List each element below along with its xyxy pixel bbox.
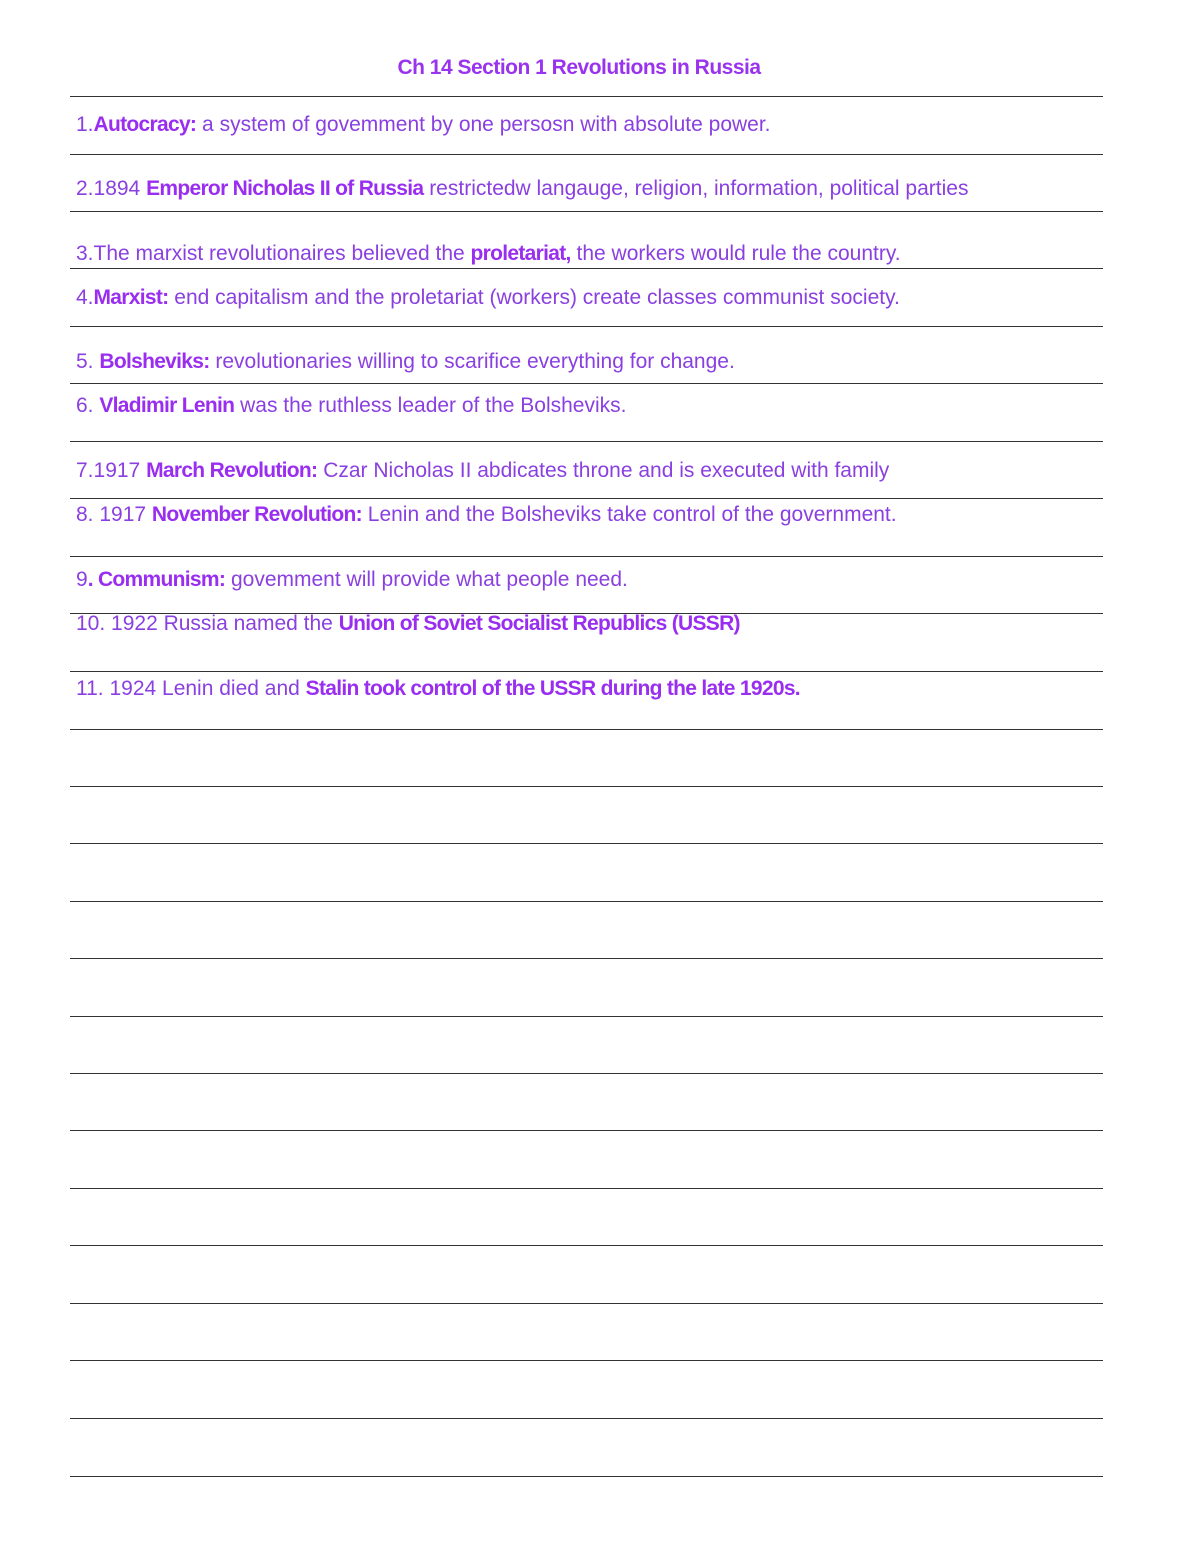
note-line-7 xyxy=(76,458,1106,484)
note-line-11 xyxy=(76,676,1106,702)
ruled-line xyxy=(70,958,1103,959)
note-number: 11. 1924 Lenin died and xyxy=(76,677,306,700)
note-term: Marxist: xyxy=(93,286,169,309)
ruled-line xyxy=(70,96,1103,97)
note-text-pre: 3.The marxist revolutionaires believed the xyxy=(76,242,471,265)
note-term: Bolsheviks: xyxy=(99,350,210,373)
page-title: Ch 14 Section 1 Revolutions in Russia xyxy=(397,56,761,79)
note-line-2 xyxy=(76,176,1106,202)
note-line-5 xyxy=(76,349,1106,375)
note-number: 9 xyxy=(76,568,88,591)
note-number: 6. xyxy=(76,394,100,417)
ruled-line xyxy=(70,671,1103,672)
note-number: 5. xyxy=(76,350,100,373)
note-line-8 xyxy=(76,502,1106,528)
ruled-line xyxy=(70,786,1103,787)
ruled-line xyxy=(70,1245,1103,1246)
note-text: restrictedw langauge, religion, information, political parties xyxy=(423,177,969,200)
note-line-10 xyxy=(76,611,1106,637)
note-number: 7.1917 xyxy=(76,459,147,482)
ruled-line xyxy=(70,154,1103,155)
note-line-1 xyxy=(76,112,1106,138)
ruled-line xyxy=(70,729,1103,730)
note-number: 1. xyxy=(76,113,94,136)
ruled-line xyxy=(70,211,1103,212)
note-text: govemment will provide what people need. xyxy=(225,568,628,591)
ruled-line xyxy=(70,843,1103,844)
note-term: . Communism: xyxy=(87,568,226,591)
ruled-line xyxy=(70,1130,1103,1131)
ruled-line xyxy=(70,1188,1103,1189)
note-text: the workers would rule the country. xyxy=(570,242,901,265)
note-term: November Revolution: xyxy=(151,503,362,526)
ruled-line xyxy=(70,1016,1103,1017)
note-term: Union of Soviet Socialist Republics (USSR) xyxy=(338,612,740,635)
note-term: Autocracy: xyxy=(93,113,197,136)
ruled-line xyxy=(70,268,1103,269)
note-number: 10. 1922 Russia named the xyxy=(76,612,339,635)
note-number: 2.1894 xyxy=(76,177,147,200)
note-term: Emperor Nicholas II of Russia xyxy=(146,177,424,200)
note-text: a system of govemment by one persosn with absolute power. xyxy=(196,113,771,136)
ruled-line xyxy=(70,441,1103,442)
note-text: end capitalism and the proletariat (workers) create classes communist society. xyxy=(168,286,900,309)
note-term: March Revolution: xyxy=(146,459,318,482)
note-text: Czar Nicholas II abdicates throne and is executed with family xyxy=(317,459,890,482)
ruled-line xyxy=(70,1303,1103,1304)
note-line-3 xyxy=(76,241,1106,267)
ruled-line xyxy=(70,383,1103,384)
note-term: Stalin took control of the USSR during the late 1920s. xyxy=(305,677,800,700)
ruled-line xyxy=(70,1418,1103,1419)
note-text: was the ruthless leader of the Bolsheviks. xyxy=(234,394,627,417)
ruled-line xyxy=(70,498,1103,499)
note-line-9 xyxy=(76,567,1106,593)
note-number: 8. 1917 xyxy=(76,503,152,526)
note-term: Vladimir Lenin xyxy=(99,394,235,417)
ruled-line xyxy=(70,1360,1103,1361)
ruled-line xyxy=(70,556,1103,557)
ruled-line xyxy=(70,1476,1103,1477)
ruled-line xyxy=(70,1073,1103,1074)
note-line-6 xyxy=(76,393,1106,419)
note-term: proletariat, xyxy=(470,242,571,265)
note-text: revolutionaries willing to scarifice everything for change. xyxy=(209,350,735,373)
ruled-line xyxy=(70,901,1103,902)
note-line-4 xyxy=(76,285,1106,311)
ruled-line xyxy=(70,326,1103,327)
note-number: 4. xyxy=(76,286,94,309)
note-text: Lenin and the Bolsheviks take control of the government. xyxy=(361,503,897,526)
